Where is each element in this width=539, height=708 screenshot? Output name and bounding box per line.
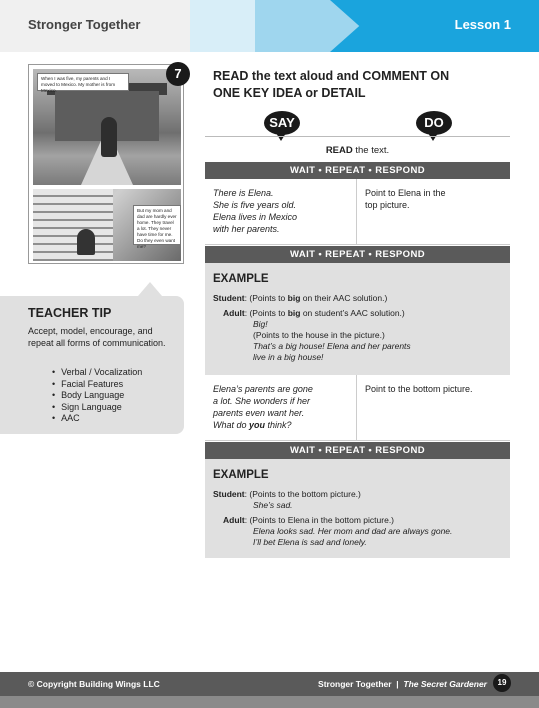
text-span: : (Points to (244, 308, 288, 318)
book-title: The Secret Gardener (403, 679, 487, 689)
divider (205, 136, 510, 137)
teacher-tip-body: Accept, model, encourage, and repeat all forms of communication. (28, 326, 166, 348)
do-speech-bubble-icon: DO (416, 111, 452, 135)
stairs-shape (33, 189, 113, 261)
list-item: • Verbal / Vocalization (52, 367, 142, 379)
adult-speech: Big! (253, 319, 268, 329)
text-line: She is five years old. (213, 200, 297, 210)
do-text (365, 187, 505, 211)
instruction-heading (213, 68, 503, 102)
adult-label: Adult (223, 308, 245, 318)
text-line: with her parents. (213, 224, 280, 234)
separator: | (391, 679, 404, 689)
page-number-badge: 7 (166, 62, 190, 86)
student-label: Student (213, 293, 245, 303)
say-text (213, 383, 353, 431)
instruction-line: READ the text aloud and COMMENT ON (213, 69, 450, 83)
text-span: : (Points to (244, 293, 288, 303)
list-item: • Sign Language (52, 402, 142, 414)
wait-repeat-respond-bar: WAIT • REPEAT • RESPOND (205, 442, 510, 459)
example-title: EXAMPLE (213, 273, 269, 285)
say-do-row (205, 179, 510, 245)
read-instruction (205, 145, 510, 156)
caption-top: When I was five, my parents and I moved to Mexico. My mother is from Mexico. (37, 73, 129, 91)
text-line: Elena’s parents are gone (213, 384, 313, 394)
text-span: : (Points to the bottom picture.) (244, 489, 361, 499)
lesson-label: Lesson 1 (454, 17, 511, 32)
list-item: • Facial Features (52, 379, 142, 391)
elena-sitting-figure (77, 229, 95, 255)
page-header (0, 0, 539, 52)
student-speech: She’s sad. (253, 500, 293, 510)
communication-forms-list (52, 367, 142, 425)
do-text (365, 383, 505, 395)
say-speech-bubble-icon: SAY (264, 111, 300, 135)
page-number: 19 (493, 674, 511, 692)
header-title: Stronger Together (28, 17, 141, 32)
text-line (213, 419, 353, 431)
teacher-tip (0, 296, 184, 434)
example-box (205, 459, 510, 558)
student-line (213, 293, 387, 305)
text-span: on their AAC solution.) (300, 293, 388, 303)
caption-bottom: But my mom and dad are hardly ever home. They travel a lot. They never have time for me. Do they even want me? (133, 205, 181, 245)
read-bold: READ (325, 145, 353, 156)
text-line: top picture. (365, 200, 410, 210)
text-line: a lot. She wonders if her (213, 396, 311, 406)
student-label: Student (213, 489, 245, 499)
text-span: What do (213, 420, 250, 430)
footer-title (318, 679, 487, 689)
teacher-tip-title: TEACHER TIP (28, 306, 112, 320)
text-span: think? (265, 420, 292, 430)
student-line (213, 489, 361, 501)
story-illustration (28, 64, 184, 264)
list-item: • Body Language (52, 390, 142, 402)
adult-line (223, 515, 394, 527)
elena-figure (101, 117, 117, 157)
adult-action: (Points to the house in the picture.) (253, 330, 385, 340)
keyword: big (287, 293, 301, 303)
text-line: Point to Elena in the (365, 188, 446, 198)
series-name: Stronger Together (318, 679, 392, 689)
read-rest: the text. (352, 145, 390, 156)
wait-repeat-respond-bar: WAIT • REPEAT • RESPOND (205, 246, 510, 263)
text-line: There is Elena. (213, 188, 274, 198)
say-text (213, 187, 353, 235)
text-line: parents even want her. (213, 408, 305, 418)
keyword: you (249, 420, 266, 430)
text-span: on student’s AAC solution.) (300, 308, 405, 318)
text-span: : (Points to Elena in the bottom picture.) (244, 515, 395, 525)
text-line: Point to the bottom picture. (365, 384, 473, 394)
example-box (205, 263, 510, 375)
list-item: • AAC (52, 413, 142, 425)
adult-speech: I’ll bet Elena is sad and lonely. (253, 537, 367, 547)
say-do-row (205, 375, 510, 441)
copyright: © Copyright Building Wings LLC (28, 679, 160, 689)
keyword: big (287, 308, 301, 318)
adult-speech: live in a big house! (253, 352, 324, 362)
example-title: EXAMPLE (213, 469, 269, 481)
adult-speech: That’s a big house! Elena and her parents (253, 341, 411, 351)
text-line: Elena lives in Mexico (213, 212, 298, 222)
adult-label: Adult (223, 515, 245, 525)
instruction-line: ONE KEY IDEA or DETAIL (213, 86, 366, 100)
adult-line (223, 308, 405, 320)
footer-strip (0, 696, 539, 708)
page-footer (0, 672, 539, 696)
adult-speech: Elena looks sad. Her mom and dad are always gone. (253, 526, 453, 536)
wait-repeat-respond-bar: WAIT • REPEAT • RESPOND (205, 162, 510, 179)
